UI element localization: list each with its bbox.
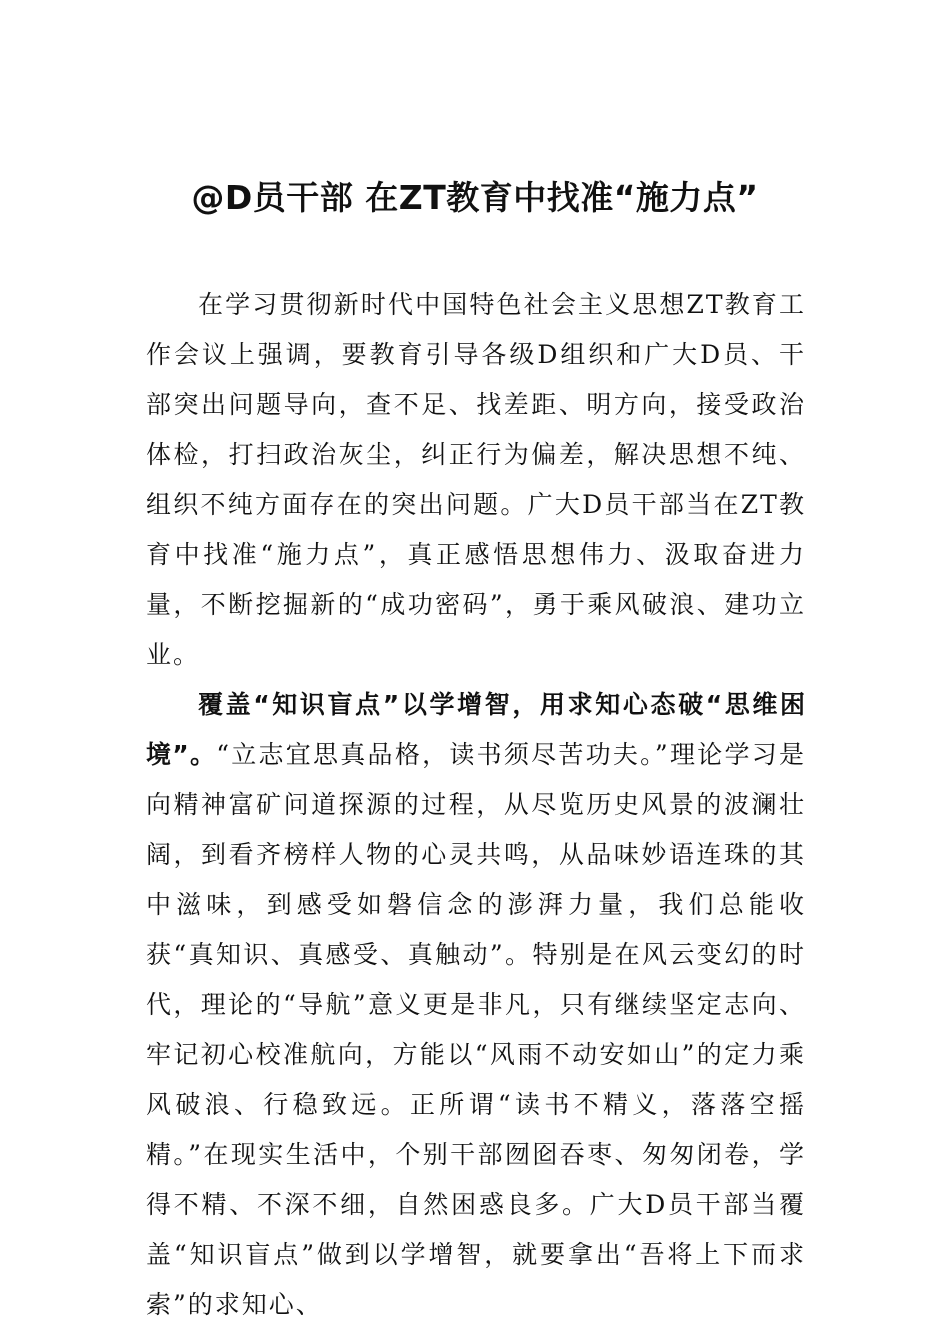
document-title: @D员干部 在ZT教育中找准“施力点”	[191, 178, 759, 217]
paragraph-intro-text: 在学习贯彻新时代中国特色社会主义思想ZT教育工作会议上强调，要教育引导各级D组织和广大D员、干部突出问题导向，查不足、找差距、明方向，接受政治体检，打扫政治灰尘，纠正行为偏差，解决思想不纯、组织不纯方面存在的突出问题。广大D员干部当在ZT教育中找准“施力点”，真正感悟思想伟力、汲取奋进力量，不断挖掘新的“成功密码”，勇于乘风破浪、建功立业。	[146, 290, 806, 669]
section-1-text: “立志宜思真品格，读书须尽苦功夫。”理论学习是向精神富矿问道探源的过程，从尽览历史风景的波澜壮阔，到看齐榜样人物的心灵共鸣，从品味妙语连珠的其中滋味，到感受如磐信念的澎湃力量，我们总能收获“真知识、真感受、真触动”。特别是在风云变幻的时代，理论的“导航”意义更是非凡，只有继续坚定志向、牢记初心校准航向，方能以“风雨不动安如山”的定力乘风破浪、行稳致远。正所谓“读书不精义，落落空摇精。”在现实生活中，个别干部囫囵吞枣、匆匆闭卷，学得不精、不深不细，自然困惑良多。广大D员干部当覆盖“知识盲点”做到以学增智，就要拿出“吾将上下而求索”的求知心、	[146, 740, 806, 1319]
section-1-heading: 覆盖“知识盲点”以学增智，用求知心态破“思维困境”。	[146, 690, 806, 769]
paragraph-intro	[146, 280, 806, 680]
paragraph-section-1	[146, 680, 806, 1330]
document-body	[146, 280, 806, 1330]
